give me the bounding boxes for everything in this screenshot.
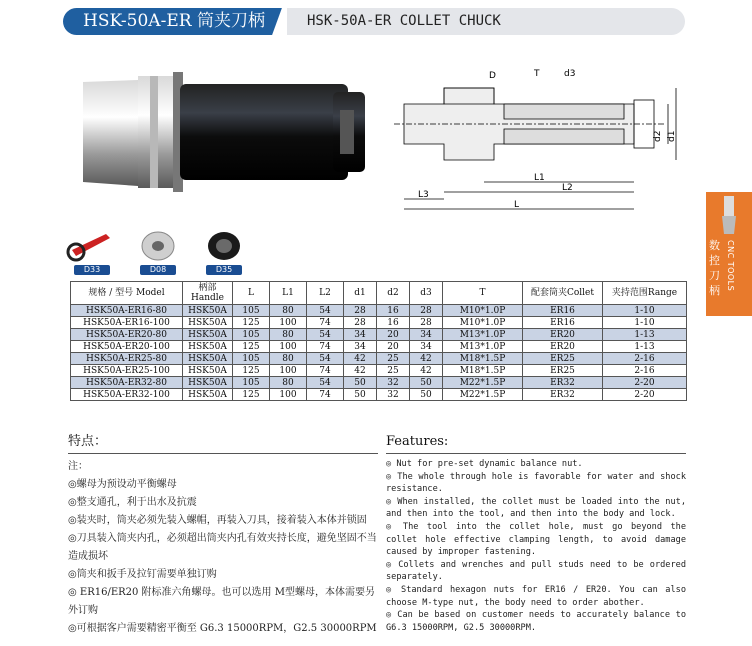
table-header-row <box>71 282 687 305</box>
table-cell: 32 <box>377 389 410 401</box>
table-cell: M18*1.5P <box>443 365 523 377</box>
table-cell: ER16 <box>523 305 603 317</box>
title-cn: HSK-50A-ER 筒夹刀柄 <box>63 8 287 35</box>
table-cell: 54 <box>307 305 344 317</box>
table-cell: 34 <box>344 329 377 341</box>
label-L: L <box>514 200 520 210</box>
table-cell: M22*1.5P <box>443 389 523 401</box>
table-cell: 50 <box>410 389 443 401</box>
side-tab-cn: 数控刀柄 <box>709 239 720 297</box>
table-cell: M18*1.5P <box>443 353 523 365</box>
accessory-label: D33 <box>74 265 110 275</box>
feature-item-cn: ◎刀具装入筒夹内孔，必须超出筒夹内孔有效夹持长度，避免坚固不当造成损坏 <box>68 533 377 562</box>
table-cell: HSK50A <box>183 377 233 389</box>
wrench-icon <box>66 228 118 264</box>
table-cell: 80 <box>270 377 307 389</box>
table-cell: 54 <box>307 329 344 341</box>
table-cell: 54 <box>307 353 344 365</box>
col-header: L <box>233 282 270 305</box>
table-cell: 125 <box>233 365 270 377</box>
label-d2: d2 <box>653 130 663 142</box>
table-cell: 2-16 <box>603 353 687 365</box>
feature-item-cn: ◎ ER16/ER20 附标准六角螺母。也可以选用 M型螺母，本体需要另外订购 <box>68 587 375 616</box>
col-header: 柄部 Handle <box>183 282 233 305</box>
technical-drawing <box>384 64 684 224</box>
label-L1: L1 <box>534 173 545 183</box>
table-cell: 20 <box>377 341 410 353</box>
table-cell: 100 <box>270 341 307 353</box>
table-cell: M10*1.0P <box>443 305 523 317</box>
table-row <box>71 317 687 329</box>
accessory-label: D35 <box>206 265 242 275</box>
table-cell: 20 <box>377 329 410 341</box>
feature-item-cn: ◎筒夹和扳手及拉钉需要单独订购 <box>68 569 217 580</box>
table-cell: HSK50A-ER16-80 <box>71 305 183 317</box>
table-cell: 34 <box>410 341 443 353</box>
table-cell: 1-10 <box>603 317 687 329</box>
table-cell: ER25 <box>523 365 603 377</box>
col-header: d2 <box>377 282 410 305</box>
table-cell: 80 <box>270 305 307 317</box>
features-en-title: Features: <box>386 434 686 454</box>
table-cell: 28 <box>344 305 377 317</box>
product-photo <box>78 70 368 195</box>
table-cell: ER20 <box>523 329 603 341</box>
table-row <box>71 305 687 317</box>
table-row <box>71 377 687 389</box>
table-row <box>71 341 687 353</box>
features-en <box>386 434 686 634</box>
accessory-label: D08 <box>140 265 176 275</box>
table-cell: ER16 <box>523 317 603 329</box>
feature-item-cn: ◎整支通孔，利于出水及抗震 <box>68 497 197 508</box>
table-cell: 16 <box>377 317 410 329</box>
table-cell: 125 <box>233 317 270 329</box>
table-cell: 28 <box>344 317 377 329</box>
table-cell: ER32 <box>523 377 603 389</box>
table-cell: 100 <box>270 365 307 377</box>
side-tab-cnc-tools[interactable] <box>706 192 752 316</box>
table-body <box>71 305 687 401</box>
label-d3: d3 <box>564 69 576 79</box>
feature-item-en: ◎ Nut for pre-set dynamic balance nut. <box>386 459 583 469</box>
feature-item-cn: 注： <box>68 461 88 472</box>
table-cell: M13*1.0P <box>443 341 523 353</box>
table-cell: 42 <box>410 365 443 377</box>
table-cell: ER32 <box>523 389 603 401</box>
table-cell: 1-13 <box>603 329 687 341</box>
table-cell: 100 <box>270 389 307 401</box>
table-cell: 105 <box>233 353 270 365</box>
table-row <box>71 389 687 401</box>
col-header: d1 <box>344 282 377 305</box>
table-cell: HSK50A <box>183 305 233 317</box>
table-cell: 105 <box>233 329 270 341</box>
col-header: 夹持范围Range <box>603 282 687 305</box>
table-cell: 74 <box>307 341 344 353</box>
table-cell: HSK50A-ER20-100 <box>71 341 183 353</box>
feature-item-en: ◎ Can be based on customer needs to accurately balance to G6.3 15000RPM, G2.5 30000RPM. <box>386 610 686 633</box>
table-cell: 80 <box>270 353 307 365</box>
accessory-wrench <box>66 228 118 276</box>
table-cell: 2-16 <box>603 365 687 377</box>
table-cell: 50 <box>344 377 377 389</box>
table-cell: 2-20 <box>603 377 687 389</box>
table-cell: 25 <box>377 353 410 365</box>
accessory-nut <box>198 228 250 276</box>
col-header: 配套筒夹Collet <box>523 282 603 305</box>
table-cell: 34 <box>410 329 443 341</box>
table-row <box>71 353 687 365</box>
table-cell: 125 <box>233 341 270 353</box>
table-cell: 54 <box>307 377 344 389</box>
table-cell: ER20 <box>523 341 603 353</box>
table-cell: HSK50A-ER25-100 <box>71 365 183 377</box>
table-cell: 74 <box>307 317 344 329</box>
table-cell: M22*1.5P <box>443 377 523 389</box>
feature-item-cn: ◎装夹时，筒夹必须先装入螺帽，再装入刀具，接着装入本体并锁固 <box>68 515 367 526</box>
table-cell: 32 <box>377 377 410 389</box>
col-header: L1 <box>270 282 307 305</box>
table-cell: 100 <box>270 317 307 329</box>
table-cell: 16 <box>377 305 410 317</box>
table-cell: 105 <box>233 377 270 389</box>
features-cn <box>68 434 378 638</box>
table-cell: 42 <box>344 353 377 365</box>
table-cell: HSK50A <box>183 365 233 377</box>
feature-item-en: ◎ The whole through hole is favorable for water and shock resistance. <box>386 471 686 495</box>
table-cell: 1-10 <box>603 305 687 317</box>
feature-item-cn: ◎可根据客户需要精密平衡至 G6.3 15000RPM，G2.5 30000RPM <box>68 623 377 634</box>
table-cell: HSK50A-ER32-100 <box>71 389 183 401</box>
table-cell: HSK50A-ER16-100 <box>71 317 183 329</box>
table-cell: 125 <box>233 389 270 401</box>
label-D: D <box>489 71 496 81</box>
features-cn-title: 特点： <box>68 434 378 454</box>
table-cell: HSK50A <box>183 389 233 401</box>
col-header: T <box>443 282 523 305</box>
feature-item-en: ◎ Collets and wrenches and pull studs need to be ordered separately. <box>386 559 686 583</box>
feature-item-en: ◎ When installed, the collet must be loaded into the nut, and then into the tool, and then into the body and lock. <box>386 496 686 520</box>
table-row <box>71 365 687 377</box>
table-cell: 74 <box>307 365 344 377</box>
table-cell: 1-13 <box>603 341 687 353</box>
table-cell: HSK50A-ER20-80 <box>71 329 183 341</box>
accessory-collet <box>132 228 184 276</box>
table-cell: 105 <box>233 305 270 317</box>
label-T: T <box>534 69 540 79</box>
table-cell: 25 <box>377 365 410 377</box>
table-cell: HSK50A <box>183 329 233 341</box>
feature-item-en: ◎ Standard hexagon nuts for ER16 / ER20. You can also choose M-type nut, the body need to order abother. <box>386 584 686 608</box>
table-cell: 74 <box>307 389 344 401</box>
table-cell: 2-20 <box>603 389 687 401</box>
table-cell: HSK50A <box>183 341 233 353</box>
features-cn-list <box>68 458 378 638</box>
table-cell: ER25 <box>523 353 603 365</box>
side-tab-en: CNC TOOLS <box>726 240 735 292</box>
table-cell: 42 <box>410 353 443 365</box>
table-cell: 28 <box>410 305 443 317</box>
feature-item-cn: ◎螺母为预设动平衡螺母 <box>68 479 177 490</box>
table-cell: 34 <box>344 341 377 353</box>
table-cell: 42 <box>344 365 377 377</box>
title-bar <box>63 8 685 35</box>
table-cell: HSK50A <box>183 317 233 329</box>
table-cell: HSK50A-ER25-80 <box>71 353 183 365</box>
nut-icon <box>198 228 250 264</box>
table-cell: 50 <box>410 377 443 389</box>
col-header: d3 <box>410 282 443 305</box>
table-cell: 50 <box>344 389 377 401</box>
label-L2: L2 <box>562 183 573 193</box>
col-header: 规格 / 型号 Model <box>71 282 183 305</box>
label-d1: d1 <box>667 130 677 142</box>
tool-icon <box>714 194 744 236</box>
spec-table <box>70 281 687 401</box>
accessories <box>66 228 256 278</box>
table-cell: M13*1.0P <box>443 329 523 341</box>
table-cell: M10*1.0P <box>443 317 523 329</box>
col-header: L2 <box>307 282 344 305</box>
table-cell: 80 <box>270 329 307 341</box>
table-cell: 28 <box>410 317 443 329</box>
table-cell: HSK50A <box>183 353 233 365</box>
collet-icon <box>132 228 184 264</box>
table-row <box>71 329 687 341</box>
title-en: HSK-50A-ER COLLET CHUCK <box>287 8 685 35</box>
label-L3: L3 <box>418 190 429 200</box>
features-en-list <box>386 458 686 634</box>
table-cell: HSK50A-ER32-80 <box>71 377 183 389</box>
feature-item-en: ◎ The tool into the collet hole, must go beyond the collet hole effective clamping length, to avoid damage caused by improper fastening. <box>386 521 686 558</box>
